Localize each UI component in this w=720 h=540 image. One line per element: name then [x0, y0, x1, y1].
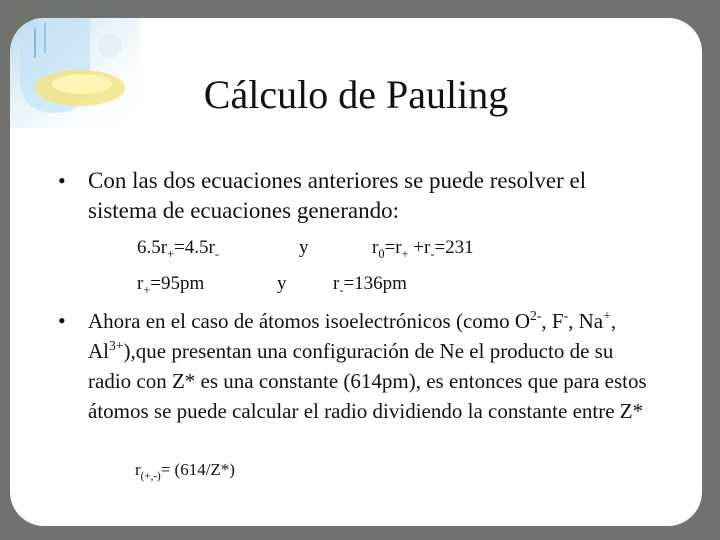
result-conjunction: y	[277, 273, 287, 294]
result-anion-radius: $r_-=136pm$	[333, 273, 407, 297]
result-cation-radius: $r_+=95pm$	[137, 273, 205, 297]
bullet-icon: •	[58, 168, 66, 193]
equation-conjunction: y	[299, 237, 309, 258]
bullet-icon: •	[58, 308, 66, 333]
bullet-text: Ahora en el caso de átomos isoelectrónicos (como $O^{2-}$, F-, Na+, $Al^{3+}),que$ presentan una configuración de Ne el producto de su radio con Z* es una constante (614pm), es entonces que para estos átomos se puede calcular el radio dividiendo la constante entre Z*	[88, 308, 647, 423]
formula-isoelectronic-radius: $r_{(+,-)}= (614/Z*)$	[135, 460, 235, 483]
slide	[10, 18, 702, 526]
bullet-item-1	[58, 166, 658, 226]
bullet-text: Con las dos ecuaciones anteriores se puede resolver el sistema de ecuaciones generando:	[88, 168, 587, 223]
bullet-item-2	[58, 306, 658, 426]
equation-sum: $r_0=r_+ +r_-=231$	[372, 237, 474, 261]
slide-title: Cálculo de Pauling	[203, 72, 509, 117]
equation-ratio: $6.5r_+=4.5r_-$	[137, 237, 219, 261]
